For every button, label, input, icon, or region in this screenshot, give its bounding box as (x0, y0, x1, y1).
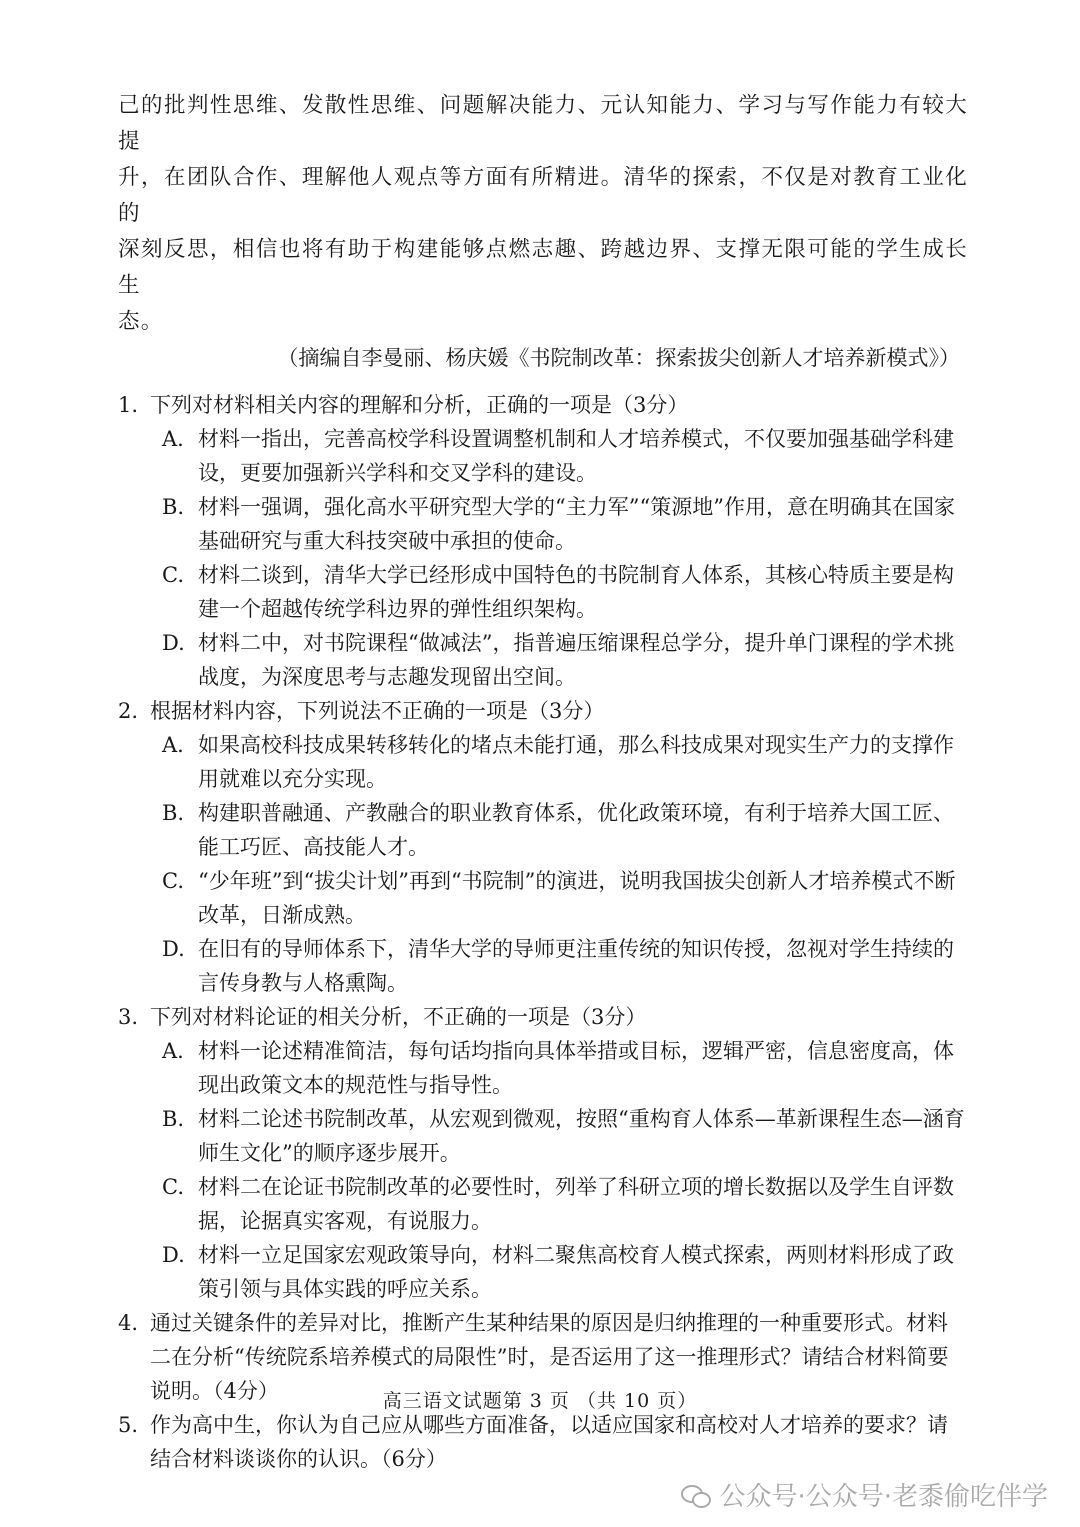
option-label: D. (162, 937, 185, 961)
option-b (162, 796, 968, 864)
option-label: B. (162, 1107, 185, 1131)
option-a (162, 1034, 968, 1102)
option-text: 在旧有的导师体系下，清华大学的导师更注重传统的知识传授，忽视对学生持续的言传身教与人格熏陶。 (198, 937, 954, 995)
option-b (162, 1102, 968, 1170)
question-number: 1. (118, 393, 139, 417)
option-c (162, 558, 968, 626)
option-text: 材料一指出，完善高校学科设置调整机制和人才培养模式，不仅要加强基础学科建设，更要加强新兴学科和交叉学科的建设。 (198, 427, 954, 485)
question-3 (118, 1000, 968, 1306)
question-text: 下列对材料论证的相关分析，不正确的一项是（3分） (150, 1005, 647, 1029)
option-label: C. (162, 563, 184, 587)
option-label: A. (162, 1039, 184, 1063)
option-text: 材料二在论证书院制改革的必要性时，列举了科研立项的增长数据以及学生自评数据，论据真实客观，有说服力。 (198, 1175, 954, 1233)
option-b (162, 490, 968, 558)
option-text: 构建职普融通、产教融合的职业教育体系，优化政策环境，有利于培养大国工匠、能工巧匠、高技能人才。 (198, 801, 954, 859)
option-text: 材料一立足国家宏观政策导向，材料二聚焦高校育人模式探索，两则材料形成了政策引领与具体实践的呼应关系。 (198, 1243, 954, 1301)
question-stem (118, 1000, 968, 1034)
option-text: 材料二中，对书院课程“做减法”，指普遍压缩课程总学分，提升单门课程的学术挑战度，为深度思考与志趣发现留出空间。 (198, 631, 955, 689)
question-stem (118, 388, 968, 422)
option-text: 材料二谈到，清华大学已经形成中国特色的书院制育人体系，其核心特质主要是构建一个超越传统学科边界的弹性组织架构。 (198, 563, 954, 621)
passage-line: 态。 (118, 309, 164, 334)
option-a (162, 422, 968, 490)
option-d (162, 932, 968, 1000)
passage-line: 己的批判性思维、发散性思维、问题解决能力、元认知能力、学习与写作能力有较大提 (118, 93, 968, 154)
option-label: D. (162, 1243, 185, 1267)
question-number: 3. (118, 1005, 139, 1029)
question-text: 作为高中生，你认为自己应从哪些方面准备，以适应国家和高校对人才培养的要求？请结合材料谈谈你的认识。（6分） (150, 1413, 948, 1471)
question-text: 下列对材料相关内容的理解和分析，正确的一项是（3分） (150, 393, 689, 417)
option-text: 材料一强调，强化高水平研究型大学的“主力军”“策源地”作用，意在明确其在国家基础研究与重大科技突破中承担的使命。 (198, 495, 955, 553)
option-c (162, 864, 968, 932)
passage-text (118, 88, 968, 340)
option-label: A. (162, 427, 184, 451)
passage-line: 升，在团队合作、理解他人观点等方面有所精进。清华的探索，不仅是对教育工业化的 (118, 165, 968, 226)
question-1 (118, 388, 968, 694)
passage-line: 深刻反思，相信也将有助于构建能够点燃志趣、跨越边界、支撑无限可能的学生成长生 (118, 237, 968, 298)
option-c (162, 1170, 968, 1238)
option-label: D. (162, 631, 185, 655)
question-text: 根据材料内容，下列说法不正确的一项是（3分） (150, 699, 605, 723)
question-number: 5. (118, 1413, 139, 1437)
watermark (681, 1476, 1048, 1513)
question-stem (118, 1408, 968, 1476)
option-text: 如果高校科技成果转移转化的堵点未能打通，那么科技成果对现实生产力的支撑作用就难以充分实现。 (198, 733, 954, 791)
option-label: B. (162, 495, 185, 519)
question-text: 通过关键条件的差异对比，推断产生某种结果的原因是归纳推理的一种重要形式。材料二在分析“传统院系培养模式的局限性”时，是否运用了这一推理形式？请结合材料简要说明。（4分） (150, 1311, 949, 1403)
option-label: A. (162, 733, 184, 757)
question-2 (118, 694, 968, 1000)
question-5 (118, 1408, 968, 1476)
option-text: “少年班”到“拔尖计划”再到“书院制”的演进，说明我国拔尖创新人才培养模式不断改革，日渐成熟。 (198, 869, 956, 927)
option-label: C. (162, 1175, 184, 1199)
page-content (118, 88, 968, 1476)
option-d (162, 626, 968, 694)
wechat-icon (681, 1483, 711, 1507)
option-label: C. (162, 869, 184, 893)
question-stem (118, 694, 968, 728)
option-text: 材料二论述书院制改革，从宏观到微观，按照“重构育人体系—革新课程生态—涵育师生文化”的顺序逐步展开。 (198, 1107, 965, 1165)
page-footer: 高三语文试题第 3 页 （共 10 页） (382, 1390, 698, 1412)
option-text: 材料一论述精准简洁，每句话均指向具体举措或目标，逻辑严密，信息密度高，体现出政策文本的规范性与指导性。 (198, 1039, 954, 1097)
option-label: B. (162, 801, 185, 825)
passage-source: （摘编自李曼丽、杨庆媛《书院制改革：探索拔尖创新人才培养新模式》） (277, 346, 960, 370)
option-d (162, 1238, 968, 1306)
question-number: 4. (118, 1311, 139, 1335)
question-number: 2. (118, 699, 139, 723)
watermark-text: 公众号·公众号·老黍偷吃伴学 (719, 1482, 1048, 1512)
option-a (162, 728, 968, 796)
